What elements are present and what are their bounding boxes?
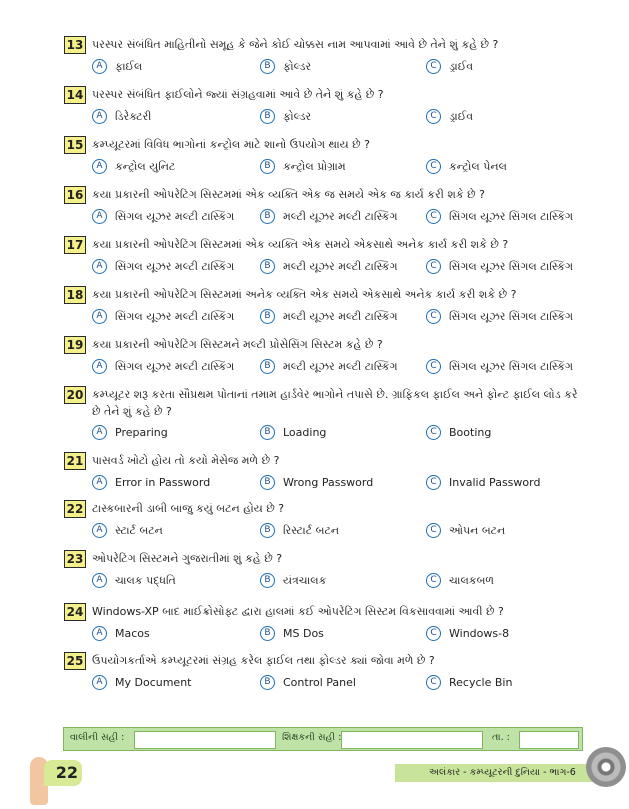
teacher-sign-label: શિક્ષકની સહી : xyxy=(282,732,342,743)
option-letter-circle: B xyxy=(260,159,275,174)
question-text: ઓપરેટિંગ સિસ્ટમને ગુજરાતીમાં શું કહે છે ? xyxy=(92,552,283,565)
question-text: Windows-XP બાદ માઈક્રોસોફ્ટ દ્વારા હાલમાં કઈ ઓપરેટિંગ સિસ્ટમ વિકસાવવામાં આવી છે ? xyxy=(92,605,504,618)
option-label: Wrong Password xyxy=(283,476,374,489)
option-label: Booting xyxy=(449,426,492,439)
option-label: Loading xyxy=(283,426,327,439)
question-item xyxy=(64,500,584,543)
question-item xyxy=(64,336,584,379)
option-label: ડ્રાઈવ xyxy=(449,59,474,73)
question-number: 24 xyxy=(64,603,86,621)
question-item xyxy=(64,550,584,593)
option-label: ફોલ્ડર xyxy=(283,59,312,73)
option-letter-circle: A xyxy=(92,59,107,74)
option-label: મલ્ટી યૂઝર મલ્ટી ટાસ્કિંગ xyxy=(283,309,398,323)
question-item xyxy=(64,652,584,695)
option-c[interactable] xyxy=(426,309,573,324)
option-letter-circle: B xyxy=(260,59,275,74)
option-letter-circle: C xyxy=(426,59,441,74)
option-b[interactable] xyxy=(260,59,311,74)
option-label: મલ્ટી યૂઝર મલ્ટી ટાસ્કિંગ xyxy=(283,259,398,273)
option-label: ઓપન બટન xyxy=(449,523,506,537)
option-letter-circle: B xyxy=(260,573,275,588)
option-letter-circle: B xyxy=(260,309,275,324)
question-item xyxy=(64,186,584,229)
question-text: કમ્પ્યૂટર શરૂ કરતા સૌપ્રથમ પોતાનાં તમામ હાર્ડવેર ભાગોને તપાસે છે. ગ્રાફિકલ ફાઈલ અને ફોન્ટ ફાઈલ લોડ કરે છે તેને શું કહે છે ? xyxy=(92,388,578,418)
question-text: કમ્પ્યૂટરમાં વિવિધ ભાગોનાં કન્ટ્રોલ માટે શાનો ઉપયોગ થાય છે ? xyxy=(92,138,371,151)
option-label: ચાલક પદ્ધતિ xyxy=(115,573,176,587)
option-a[interactable] xyxy=(92,425,168,440)
option-label: ચાલકબળ xyxy=(449,573,494,587)
option-c[interactable] xyxy=(426,259,573,274)
option-a[interactable] xyxy=(92,359,234,374)
option-c[interactable] xyxy=(426,109,473,124)
option-b[interactable] xyxy=(260,159,346,174)
option-label: Invalid Password xyxy=(449,476,541,489)
option-letter-circle: C xyxy=(426,359,441,374)
question-number: 13 xyxy=(64,36,86,54)
question-number: 19 xyxy=(64,336,86,354)
option-letter-circle: A xyxy=(92,425,107,440)
question-item xyxy=(64,136,584,179)
option-label: સ્ટાર્ટ બટન xyxy=(115,523,163,537)
option-letter-circle: B xyxy=(260,109,275,124)
option-a[interactable] xyxy=(92,209,234,224)
option-letter-circle: B xyxy=(260,359,275,374)
option-label: ડ્રાઈવ xyxy=(449,109,474,123)
option-label: સિંગલ યૂઝર મલ્ટી ટાસ્કિંગ xyxy=(115,209,235,223)
question-item xyxy=(64,286,584,329)
option-letter-circle: B xyxy=(260,675,275,690)
option-label: Preparing xyxy=(115,426,168,439)
teacher-sign-box[interactable] xyxy=(341,731,483,749)
question-item xyxy=(64,36,584,79)
question-text: પરસ્પર સંબંધિત ફાઈલોને જ્યાં સંગ્રહવામાં આવે છે તેને શું કહે છે ? xyxy=(92,88,384,101)
question-number: 23 xyxy=(64,550,86,568)
option-label: MS Dos xyxy=(283,627,324,640)
question-text: પરસ્પર સંબંધિત માહિતીનો સમૂહ કે જેને કોઈ ચોક્કસ નામ આપવામાં આવે છે તેને શું કહે છે ? xyxy=(92,38,499,51)
option-a[interactable] xyxy=(92,626,150,641)
option-b[interactable] xyxy=(260,359,398,374)
question-number: 21 xyxy=(64,452,86,470)
option-c[interactable] xyxy=(426,573,494,588)
option-label: Control Panel xyxy=(283,676,356,689)
question-number: 17 xyxy=(64,236,86,254)
question-item xyxy=(64,236,584,279)
question-text: કયા પ્રકારની ઓપરેટિંગ સિસ્ટમમાં એક વ્યક્તિ એક જ સમયે એક જ કાર્ય કરી શકે છે ? xyxy=(92,188,485,201)
option-a[interactable] xyxy=(92,159,175,174)
signature-strip xyxy=(63,727,583,751)
option-letter-circle: C xyxy=(426,523,441,538)
question-text: ટાસ્કબારની ડાબી બાજુ કયું બટન હોય છે ? xyxy=(92,502,285,515)
option-c[interactable] xyxy=(426,59,473,74)
cd-icon xyxy=(586,747,626,787)
option-b[interactable] xyxy=(260,523,339,538)
option-letter-circle: A xyxy=(92,109,107,124)
option-a[interactable] xyxy=(92,109,151,124)
question-item xyxy=(64,603,584,646)
option-label: સિંગલ યૂઝર સિંગલ ટાસ્કિંગ xyxy=(449,209,573,223)
option-letter-circle: B xyxy=(260,209,275,224)
question-number: 22 xyxy=(64,500,86,518)
option-a[interactable] xyxy=(92,523,163,538)
page-number: 22 xyxy=(44,760,82,786)
option-b[interactable] xyxy=(260,675,356,690)
option-label: સિંગલ યૂઝર મલ્ટી ટાસ્કિંગ xyxy=(115,309,235,323)
option-b[interactable] xyxy=(260,209,398,224)
option-label: ફોલ્ડર xyxy=(283,109,312,123)
option-a[interactable] xyxy=(92,475,210,490)
option-letter-circle: A xyxy=(92,523,107,538)
option-label: સિંગલ યૂઝર સિંગલ ટાસ્કિંગ xyxy=(449,259,573,273)
book-title-bar: અલંકાર - કમ્પ્યૂટરની દુનિયા - ભાગ-6 xyxy=(395,764,600,782)
option-label: My Document xyxy=(115,676,192,689)
option-b[interactable] xyxy=(260,425,326,440)
option-letter-circle: C xyxy=(426,626,441,641)
option-c[interactable] xyxy=(426,626,509,641)
option-c[interactable] xyxy=(426,675,512,690)
option-label: કન્ટ્રોલ યુનિટ xyxy=(115,159,176,173)
option-b[interactable] xyxy=(260,626,324,641)
option-letter-circle: A xyxy=(92,209,107,224)
option-letter-circle: C xyxy=(426,209,441,224)
option-a[interactable] xyxy=(92,573,176,588)
option-c[interactable] xyxy=(426,523,505,538)
option-label: સિંગલ યૂઝર સિંગલ ટાસ્કિંગ xyxy=(449,309,573,323)
option-label: કન્ટ્રોલ પ્રોગ્રામ xyxy=(283,159,346,173)
question-text: ઉપયોગકર્તાએ કમ્પ્યૂટરમાં સંગ્રહ કરેલ ફાઈલ તથા ફોલ્ડર ક્યાં જોવા મળે છે ? xyxy=(92,654,435,667)
question-number: 18 xyxy=(64,286,86,304)
question-number: 15 xyxy=(64,136,86,154)
option-letter-circle: B xyxy=(260,475,275,490)
option-letter-circle: A xyxy=(92,309,107,324)
parent-sign-box[interactable] xyxy=(134,731,276,749)
option-letter-circle: B xyxy=(260,259,275,274)
option-b[interactable] xyxy=(260,573,326,588)
option-letter-circle: C xyxy=(426,159,441,174)
option-letter-circle: C xyxy=(426,109,441,124)
question-text: કયા પ્રકારની ઓપરેટિંગ સિસ્ટમમાં અનેક વ્યક્તિ એક સમયે એકસાથે અનેક કાર્ય કરી શકે છે ? xyxy=(92,288,517,301)
option-c[interactable] xyxy=(426,159,507,174)
option-letter-circle: C xyxy=(426,259,441,274)
option-letter-circle: B xyxy=(260,523,275,538)
question-number: 16 xyxy=(64,186,86,204)
option-c[interactable] xyxy=(426,359,573,374)
option-b[interactable] xyxy=(260,309,398,324)
option-label: રિસ્ટાર્ટ બટન xyxy=(283,523,340,537)
question-text: કયા પ્રકારની ઓપરેટિંગ સિસ્ટમમાં એક વ્યક્તિ એક સમયે એકસાથે અનેક કાર્ય કરી શકે છે ? xyxy=(92,238,509,251)
option-label: Error in Password xyxy=(115,476,211,489)
option-letter-circle: A xyxy=(92,626,107,641)
question-number: 25 xyxy=(64,652,86,670)
option-letter-circle: B xyxy=(260,626,275,641)
option-label: કન્ટ્રોલ પેનલ xyxy=(449,159,507,173)
option-c[interactable] xyxy=(426,425,491,440)
option-b[interactable] xyxy=(260,259,398,274)
option-letter-circle: A xyxy=(92,475,107,490)
question-text: પાસવર્ડ ખોટો હોય તો કયો મેસેજ મળે છે ? xyxy=(92,454,280,467)
question-item xyxy=(64,386,584,445)
question-item xyxy=(64,86,584,129)
option-c[interactable] xyxy=(426,475,540,490)
option-label: ડિરેક્ટરી xyxy=(115,109,152,123)
option-letter-circle: A xyxy=(92,359,107,374)
option-letter-circle: C xyxy=(426,573,441,588)
option-letter-circle: C xyxy=(426,309,441,324)
option-c[interactable] xyxy=(426,209,573,224)
option-label: સિંગલ યૂઝર સિંગલ ટાસ્કિંગ xyxy=(449,359,573,373)
question-number: 20 xyxy=(64,386,86,404)
option-a[interactable] xyxy=(92,59,142,74)
option-label: Recycle Bin xyxy=(449,676,513,689)
option-letter-circle: C xyxy=(426,675,441,690)
option-label: Macos xyxy=(115,627,150,640)
parent-sign-label: વાલીની સહી : xyxy=(70,732,125,743)
question-text: કયા પ્રકારની ઓપરેટિંગ સિસ્ટમને મલ્ટી પ્રોસેસિંગ સિસ્ટમ કહે છે ? xyxy=(92,338,383,351)
option-b[interactable] xyxy=(260,109,311,124)
option-letter-circle: C xyxy=(426,475,441,490)
option-a[interactable] xyxy=(92,259,234,274)
question-number: 14 xyxy=(64,86,86,104)
option-label: સિંગલ યૂઝર મલ્ટી ટાસ્કિંગ xyxy=(115,259,235,273)
option-letter-circle: B xyxy=(260,425,275,440)
option-letter-circle: C xyxy=(426,425,441,440)
option-label: મલ્ટી યૂઝર મલ્ટી ટાસ્કિંગ xyxy=(283,209,398,223)
option-letter-circle: A xyxy=(92,159,107,174)
question-item xyxy=(64,452,584,495)
date-box[interactable] xyxy=(519,731,579,749)
option-label: યંત્રચાલક xyxy=(283,573,327,587)
option-a[interactable] xyxy=(92,309,234,324)
option-label: Windows-8 xyxy=(449,627,510,640)
option-letter-circle: A xyxy=(92,573,107,588)
date-label: તા. : xyxy=(492,732,510,743)
option-a[interactable] xyxy=(92,675,191,690)
option-label: મલ્ટી યૂઝર મલ્ટી ટાસ્કિંગ xyxy=(283,359,398,373)
option-b[interactable] xyxy=(260,475,373,490)
option-label: સિંગલ યૂઝર મલ્ટી ટાસ્કિંગ xyxy=(115,359,235,373)
option-letter-circle: A xyxy=(92,675,107,690)
option-label: ફાઈલ xyxy=(115,59,143,73)
option-letter-circle: A xyxy=(92,259,107,274)
